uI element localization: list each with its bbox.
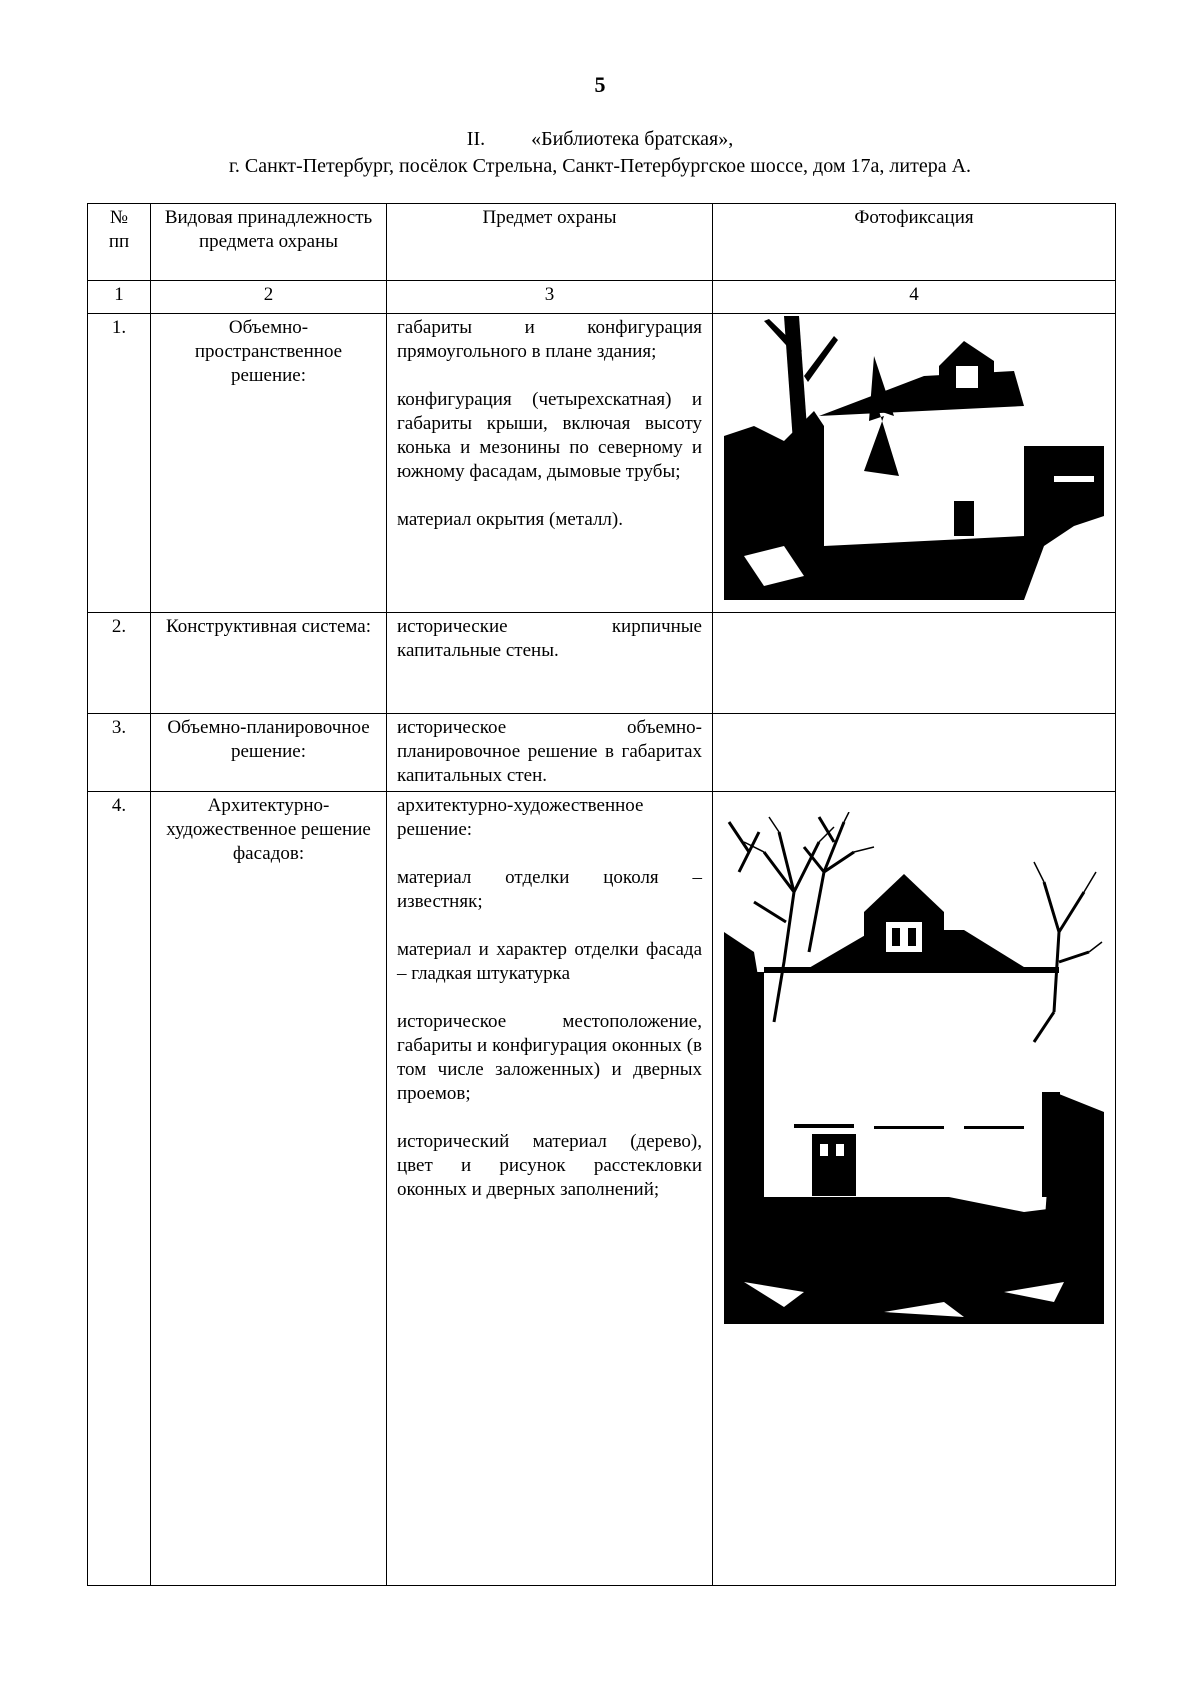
row-type: Объемно-пространственное решение:: [151, 314, 387, 613]
header-cell-type: Видовая принадлежность предмета охраны: [151, 204, 387, 281]
table-row: [88, 613, 1116, 714]
subject-paragraph: материал окрытия (металл).: [397, 509, 623, 530]
header-cell-subject: Предмет охраны: [387, 204, 713, 281]
subject-paragraph: конфигурация (четырехскатная) и габариты крыши, включая высоту конька и мезонины по северному и южному фасадам, дымовые трубы;: [397, 389, 702, 482]
row-type: Конструктивная система:: [151, 613, 387, 714]
protection-subject-table: [87, 203, 1116, 1586]
row-type: Архитектурно-художественное решение фасадов:: [151, 792, 387, 1586]
house-photo-2: [724, 812, 1104, 1324]
header-cell-photo: Фотофиксация: [713, 204, 1116, 281]
header-cell-num: № пп: [88, 204, 151, 281]
column-index: 2: [151, 281, 387, 314]
subject-paragraph: историческое объемно-планировочное решение в габаритах капитальных стен.: [397, 717, 702, 786]
object-address: г. Санкт-Петербург, посёлок Стрельна, Санкт-Петербургское шоссе, дом 17а, литера А.: [228, 155, 972, 177]
row-subject: [387, 613, 713, 714]
page-number: 5: [594, 72, 606, 97]
subject-paragraph: материал отделки цоколя – известняк;: [397, 867, 702, 912]
subject-paragraph: архитектурно-художественное решение:: [397, 795, 644, 840]
subject-paragraph: исторические кирпичные капитальные стены.: [397, 616, 702, 661]
subject-paragraph: габариты и конфигурация прямоугольного в плане здания;: [397, 317, 702, 362]
table-row: [88, 714, 1116, 792]
column-index: 3: [387, 281, 713, 314]
subject-paragraph: материал и характер отделки фасада – гладкая штукатурка: [397, 939, 702, 984]
row-photo-cell: [713, 314, 1116, 613]
row-number: 4.: [88, 792, 151, 1586]
column-index-row: [88, 281, 1116, 314]
row-type: Объемно-планировочное решение:: [151, 714, 387, 792]
subject-paragraph: историческое местоположение, габариты и конфигурация оконных (в том числе заложенных) и дверных проемов;: [397, 1011, 702, 1104]
row-subject: [387, 792, 713, 1586]
row-photo-cell: [713, 613, 1116, 714]
section-number: II.: [466, 128, 486, 150]
row-subject: [387, 314, 713, 613]
section-title: «Библиотека братская»,: [531, 128, 734, 150]
section-heading: [0, 128, 1200, 151]
row-number: 1.: [88, 314, 151, 613]
subject-paragraph: исторический материал (дерево), цвет и рисунок расстекловки оконных и дверных заполнений;: [397, 1131, 702, 1200]
row-subject: [387, 714, 713, 792]
table-row: [88, 792, 1116, 1586]
table-row: [88, 314, 1116, 613]
column-index: 1: [88, 281, 151, 314]
row-number: 2.: [88, 613, 151, 714]
table-header-row: [88, 204, 1116, 281]
row-photo-cell: [713, 792, 1116, 1586]
column-index: 4: [713, 281, 1116, 314]
house-photo-1: [724, 316, 1104, 600]
row-photo-cell: [713, 714, 1116, 792]
row-number: 3.: [88, 714, 151, 792]
